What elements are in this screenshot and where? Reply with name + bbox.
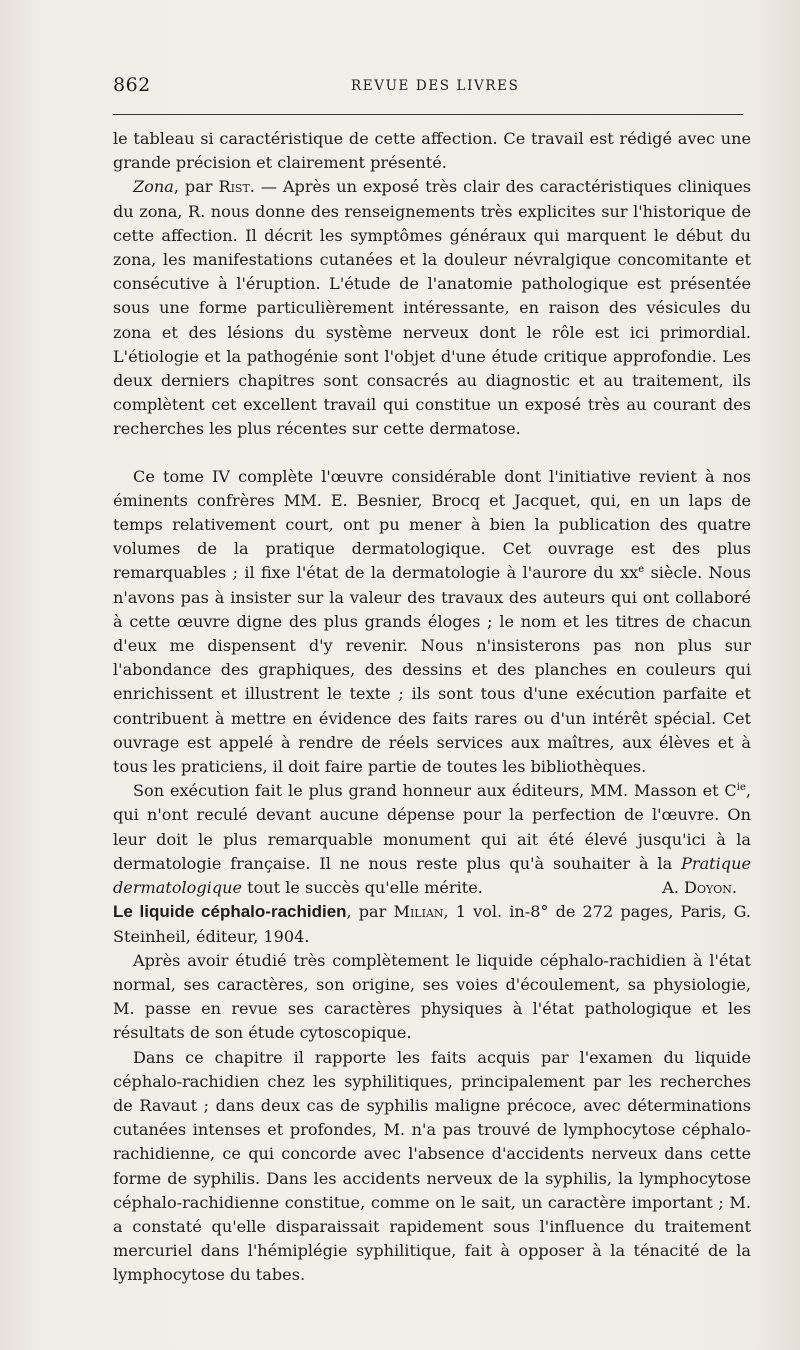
editeurs-text-c: tout le succès qu'elle mérite. — [242, 878, 483, 898]
chapitre-text: Dans ce chapitre il rapporte les faits acquis par l'examen du liquide céphalo-rachidien chez les syphilitiques, principalement par les recherches de Ravaut ; dans deux cas de syphilis maligne précoce, avec déterminations cutanées intenses et profondes, M. n'a pas trouvé de lymphocytose céphalo-rachidienne, ce qui concorde avec l'absence d'accidents nerveux dans cette forme de syphilis. Dans les accidents nerveux de la syphilis, la lymphocytose céphalo-rachidienne constitue, comme on le sait, un caractère important ; M. a constaté qu'elle disparaissait rapidement sous l'influence du traitement mercuriel dans l'hémiplégie syphilitique, fait à opposer à la ténacité de la lymphocytose du tabes. — [113, 1047, 751, 1285]
editeurs-text-b: , qui n'ont reculé devant aucune dépense pour la perfection de l'œuvre. On leur doit le plus remarquable monument qui ait été élevé jusqu'ici à la dermatologie française. Il ne nous reste plus qu'à souhaiter à la — [113, 781, 751, 873]
entry-author: Milian — [393, 902, 444, 922]
paragraph-liquide-entry — [113, 900, 751, 948]
editeurs-text-a: Son exécution fait le plus grand honneur aux éditeurs, MM. Masson et C — [133, 781, 737, 801]
century-superscript: e — [638, 564, 645, 576]
entry-title: Le liquide céphalo-rachidien — [113, 902, 347, 922]
page-number: 862 — [113, 74, 151, 96]
paragraph-editeurs — [113, 779, 751, 900]
body-text — [113, 127, 751, 1288]
paragraph-chapitre — [113, 1046, 751, 1288]
running-head — [113, 74, 743, 102]
header-rule — [113, 114, 743, 115]
zona-by: , par — [173, 177, 219, 197]
tome-text-a: Ce tome IV complète l'œuvre considérable dont l'initiative revient à nos éminents confrères MM. E. Besnier, Brocq et Jacquet, qui, en un laps de temps relativement court, ont pu mener à bien la publication des quatre volumes de la pratique dermatologique. Cet ouvrage est des plus remarquables ; il fixe l'état de la dermatologie à l'aurore du xx — [113, 466, 751, 583]
running-title: REVUE DES LIVRES — [351, 78, 520, 94]
entry-by: , par — [346, 902, 394, 922]
zona-text: . — Après un exposé très clair des caractéristiques cliniques du zona, R. nous donne des renseignements très explicites sur l'historique de cette affection. Il décrit les symptômes généraux qui marquent le début du zona, les manifestations cutanées et la douleur névralgique concomitante et consécutive à l'éruption. L'étude de l'anatomie pathologique est présentée sous une forme particulièrement intéressante, en raison des vésicules du zona et des lésions du système nerveux dont le rôle est ici primordial. L'étiologie et la pathogénie sont l'objet d'une étude critique approfondie. Les deux derniers chapitres sont consacrés au diagnostic et au traitement, ils complètent cet excellent travail qui constitue un exposé très au courant des recherches les plus récentes sur cette dermatose. — [113, 177, 751, 439]
paragraph-tome-iv — [113, 465, 751, 780]
tome-text-b: siècle. Nous n'avons pas à insister sur la valeur des travaux des auteurs qui ont collaboré à cette œuvre digne des plus grands éloges ; le nom et les titres de chacun d'eux me dispensent d'y revenir. Nous n'insisterons pas non plus sur l'abondance des graphiques, des dessins et des planches en couleurs qui enrichissent et illustrent le texte ; ils sont tous d'une exécution parfaite et contribuent à mettre en évidence des faits rares ou d'un intérêt spécial. Cet ouvrage est appelé à rendre de réels services aux maîtres, aux élèves et à tous les praticiens, il doit faire partie de toutes les bibliothèques. — [113, 563, 751, 777]
paragraph-zona — [113, 175, 751, 441]
company-superscript: ie — [736, 782, 746, 794]
pratique-dermatologique-title: Pratique dermatologique — [113, 853, 751, 898]
paragraph-etude — [113, 949, 751, 1046]
signature: A. Doyon. — [662, 878, 737, 898]
section-gap — [113, 442, 751, 465]
zona-author: Rist — [218, 177, 250, 197]
etude-text: Après avoir étudié très complètement le liquide céphalo-rachidien à l'état normal, ses caractères, son origine, ses voies d'écoulement, sa physiologie, M. passe en revue ses caractères physiques à l'état pathologique et les résultats de son étude cytoscopique. — [113, 950, 751, 1043]
paragraph-continuation — [113, 127, 751, 175]
zona-subject: Zona — [133, 177, 174, 197]
entry-text: , 1 vol. in-8° de 272 pages, Paris, G. Steinheil, éditeur, 1904. — [113, 902, 751, 946]
paragraph-1-text: le tableau si caractéristique de cette affection. Ce travail est rédigé avec une grande précision et clairement présenté. — [113, 129, 751, 173]
